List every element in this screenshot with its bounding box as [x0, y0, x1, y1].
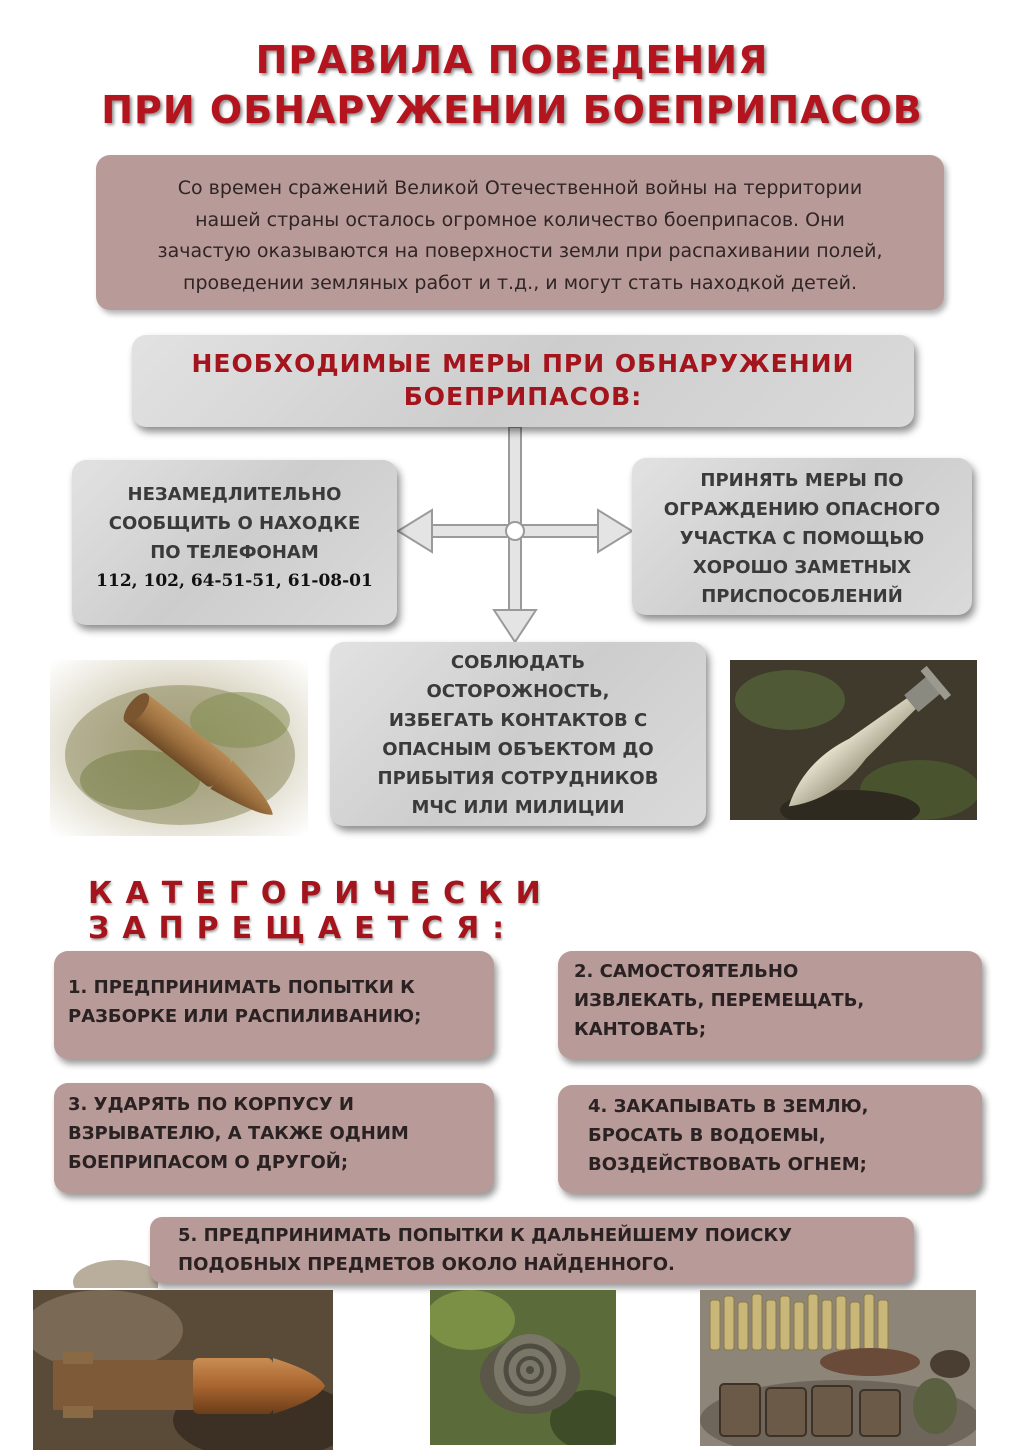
measure-caution-box	[330, 642, 706, 826]
phone-numbers: 112, 102, 64-51-51, 61-08-01	[96, 571, 373, 591]
intro-line: нашей страны осталось огромное количество боеприпасов. Они	[195, 208, 845, 231]
measure-fence-line: ОГРАЖДЕНИЮ ОПАСНОГО	[663, 499, 941, 520]
measure-caution-line: МЧС ИЛИ МИЛИЦИИ	[411, 797, 625, 818]
page-title-line-1: ПРАВИЛА ПОВЕДЕНИЯ	[255, 38, 769, 82]
arrow-right-icon	[598, 510, 632, 552]
forbidden-heading: КАТЕГОРИЧЕСКИ ЗАПРЕЩАЕТСЯ:	[88, 876, 554, 946]
intro-line: проведении земляных работ и т.д., и могут стать находкой детей.	[183, 271, 857, 294]
forbidden-item-3	[54, 1083, 494, 1193]
forbidden-item-line: ПОДОБНЫХ ПРЕДМЕТОВ ОКОЛО НАЙДЕННОГО.	[178, 1254, 675, 1275]
munitions-pile-photo	[700, 1290, 976, 1446]
measure-fence-line: ПРИСПОСОБЛЕНИЙ	[701, 586, 903, 607]
connector-hub-icon	[506, 522, 524, 540]
arrow-left-icon	[398, 510, 432, 552]
measure-report-line: СООБЩИТЬ О НАХОДКЕ	[108, 513, 361, 534]
forbidden-item-1	[54, 951, 494, 1059]
measure-report-box	[72, 460, 397, 625]
rusted-shell-photo	[33, 1290, 333, 1450]
forbidden-item-line: БРОСАТЬ В ВОДОЕМЫ,	[588, 1125, 826, 1146]
measure-caution-line: ОПАСНЫМ ОБЪЕКТОМ ДО	[382, 739, 654, 760]
measure-caution-line: СОБЛЮДАТЬ	[450, 652, 586, 673]
measure-report-line: НЕЗАМЕДЛИТЕЛЬНО	[127, 484, 342, 505]
measure-caution-line: ПРИБЫТИЯ СОТРУДНИКОВ	[377, 768, 659, 789]
measures-heading-line: БОЕПРИПАСОВ:	[403, 382, 643, 411]
forbidden-item-line: 3. УДАРЯТЬ ПО КОРПУСУ И	[68, 1094, 354, 1115]
measure-fence-box	[632, 458, 972, 615]
intro-line: Со времен сражений Великой Отечественной войны на территории	[177, 177, 863, 199]
measure-report-line: ПО ТЕЛЕФОНАМ	[150, 542, 319, 563]
measure-fence-line: ПРИНЯТЬ МЕРЫ ПО	[700, 470, 904, 491]
intro-line: зачастую оказываются на поверхности земли при распахивании полей,	[157, 240, 883, 262]
forbidden-item-line: 4. ЗАКАПЫВАТЬ В ЗЕМЛЮ,	[588, 1096, 869, 1117]
forbidden-item-4	[558, 1085, 982, 1193]
forbidden-item-line: РАЗБОРКЕ ИЛИ РАСПИЛИВАНИЮ;	[68, 1006, 422, 1027]
forbidden-item-line: КАНТОВАТЬ;	[574, 1019, 707, 1040]
page-title-line-2: ПРИ ОБНАРУЖЕНИИ БОЕПРИПАСОВ	[101, 88, 923, 132]
forbidden-item-line: 5. ПРЕДПРИНИМАТЬ ПОПЫТКИ К ДАЛЬНЕЙШЕМУ ПОИСКУ	[178, 1225, 793, 1246]
measure-caution-line: ИЗБЕГАТЬ КОНТАКТОВ С	[388, 710, 648, 731]
forbidden-item-line: БОЕПРИПАСОМ О ДРУГОЙ;	[68, 1152, 349, 1173]
measures-heading-line: НЕОБХОДИМЫЕ МЕРЫ ПРИ ОБНАРУЖЕНИИ	[191, 349, 855, 378]
forbidden-item-2	[558, 951, 982, 1059]
measure-fence-line: ХОРОШО ЗАМЕТНЫХ	[692, 557, 912, 578]
shell-photo	[50, 660, 308, 836]
forbidden-item-line: ВОЗДЕЙСТВОВАТЬ ОГНЕМ;	[588, 1154, 867, 1175]
forbidden-item-line: ИЗВЛЕКАТЬ, ПЕРЕМЕЩАТЬ,	[574, 990, 865, 1011]
landmine-photo	[430, 1290, 616, 1445]
measure-caution-line: ОСТОРОЖНОСТЬ,	[426, 681, 610, 702]
mortar-photo	[730, 660, 977, 820]
measures-heading-box	[132, 335, 914, 427]
forbidden-item-line: 2. САМОСТОЯТЕЛЬНО	[574, 961, 799, 982]
forbidden-item-5	[150, 1217, 914, 1283]
arrow-down-icon	[494, 610, 536, 642]
forbidden-item-line: ВЗРЫВАТЕЛЮ, А ТАКЖЕ ОДНИМ	[68, 1123, 409, 1144]
forbidden-item-line: 1. ПРЕДПРИНИМАТЬ ПОПЫТКИ К	[68, 977, 415, 998]
measure-fence-line: УЧАСТКА С ПОМОЩЬЮ	[679, 528, 925, 549]
ground-fragment-photo	[68, 1242, 158, 1288]
